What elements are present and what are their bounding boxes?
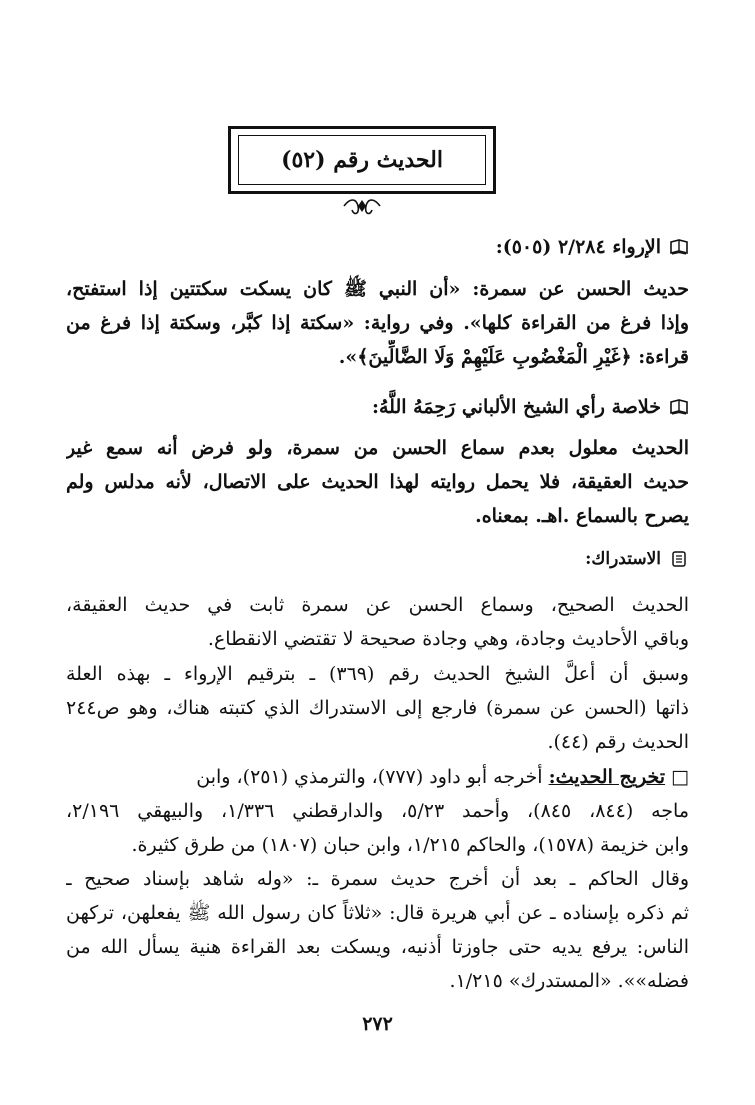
irwa-line-3: قراءة: ﴿غَيْرِ الْمَغْضُوبِ عَلَيْهِمْ وَلَا الضَّالِّينَ﴾».: [338, 346, 689, 368]
irwa-text: [66, 272, 689, 382]
title-frame: [228, 126, 496, 194]
takhrij-line-1-text: أخرجه أبو داود (٧٧٧)، والترمذي (٢٥١)، وابن: [196, 766, 543, 788]
istidrak-line-2: وباقي الأحاديث وجادة، وهي وجادة صحيحة لا تقتضي الانقطاع.: [207, 628, 689, 650]
summary-heading: خلاصة رأي الشيخ الألباني رَحِمَهُ اللَّهُ:: [371, 396, 661, 418]
takhrij-label: تخريج الحديث:: [548, 766, 666, 788]
summary-heading-row: [372, 396, 689, 418]
summary-line-2: حديث العقيقة، فلا يحمل روايته لهذا الحديث على الاتصال، لأنه مدلس ولم: [66, 471, 689, 493]
takhrij-line-6: الناس: يرفع يديه حتى جاوزتا أذنيه، ويسكت بعد القراءة هنية يسأل الله من: [66, 936, 689, 958]
summary-line-1: الحديث معلول بعدم سماع الحسن من سمرة، ولو فرض أنه سمع غير: [66, 437, 689, 459]
irwa-line-2: وإذا فرغ من القراءة كلها». وفي رواية: «سكتة إذا كبَّر، وسكتة إذا فرغ من: [66, 312, 689, 334]
takhrij-line-7: فضله»». «المستدرك» ١/٢١٥.: [449, 970, 689, 992]
takhrij-line-4: وقال الحاكم ـ بعد أن أخرج حديث سمرة ـ: «وله شاهد بإسناد صحيح ـ: [66, 868, 689, 890]
istidrak-line-1: الحديث الصحيح، وسماع الحسن عن سمرة ثابت في حديث العقيقة،: [66, 594, 689, 616]
scroll-icon: [669, 550, 689, 568]
istidrak-line-4: ذاتها (الحسن عن سمرة) فارجع إلى الاستدراك الذي كتبته هناك، وهو ص٢٤٤: [66, 697, 689, 719]
page-number: ٢٧٢: [362, 1013, 393, 1035]
irwa-heading: الإرواء ٢/٢٨٤ (٥٠٥):: [495, 236, 661, 258]
book-icon: [669, 238, 689, 256]
page-title: الحديث رقم (٥٢): [238, 135, 486, 185]
takhrij-text: [66, 760, 689, 1010]
takhrij-line-2: ماجه (٨٤٤، ٨٤٥)، وأحمد ٥/٢٣، والدارقطني ١/٣٣٦، والبيهقي ٢/١٩٦،: [66, 800, 689, 822]
istidrak-text: [66, 588, 689, 764]
istidrak-line-3: وسبق أن أعلَّ الشيخ الحديث رقم (٣٦٩) ـ بترقيم الإرواء ـ بهذه العلة: [66, 663, 689, 685]
ornament-icon: [340, 196, 384, 218]
square-marker-icon: □: [671, 766, 689, 788]
book-icon: [669, 398, 689, 416]
istidrak-heading-row: [585, 549, 689, 569]
takhrij-line-3: وابن خزيمة (١٥٧٨)، والحاكم ١/٢١٥، وابن حبان (١٨٠٧) من طرق كثيرة.: [131, 834, 689, 856]
istidrak-line-5: الحديث رقم (٤٤).: [547, 731, 689, 753]
takhrij-line-5: ثم ذكره بإسناده ـ عن أبي هريرة قال: «ثلاثاً كان رسول الله ﷺ يفعلهن، تركهن: [66, 902, 689, 924]
takhrij-line-1: [66, 760, 689, 794]
summary-line-3: يصرح بالسماع .اهـ. بمعناه.: [475, 505, 689, 527]
istidrak-heading: الاستدراك:: [585, 549, 661, 569]
summary-text: [66, 431, 689, 541]
irwa-line-1: حديث الحسن عن سمرة: «أن النبي ﷺ كان يسكت سكتتين إذا استفتح،: [66, 278, 689, 300]
irwa-heading-row: [496, 236, 689, 258]
